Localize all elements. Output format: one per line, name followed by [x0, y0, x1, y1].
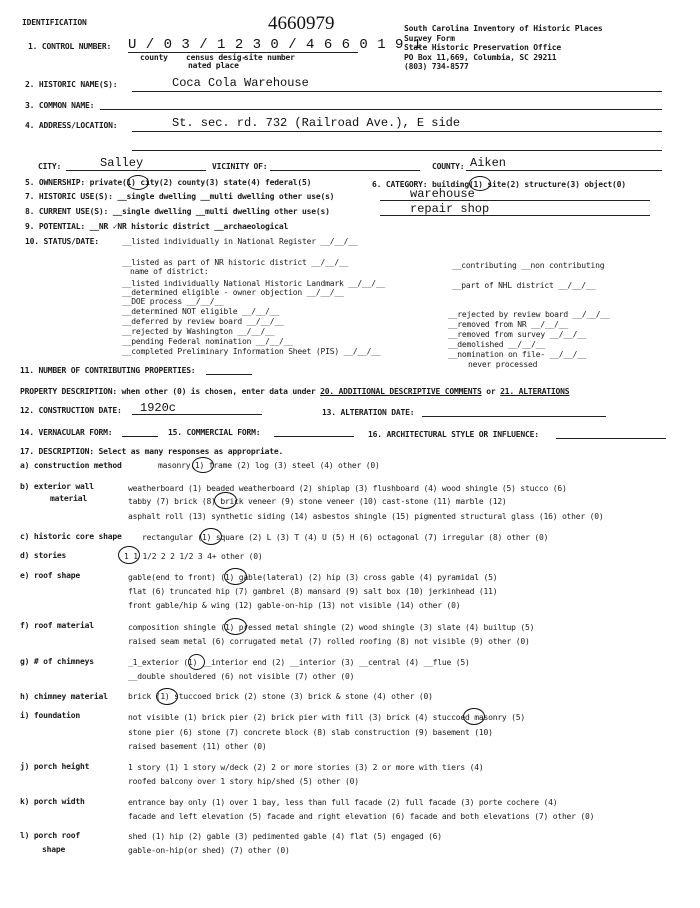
row-label: i) foundation	[20, 711, 81, 720]
current-use-options: 8. CURRENT USE(S): __single dwelling __multi dwelling other use(s)	[25, 207, 330, 216]
control-number-value: U / 0 3 / 1 2 3 0 / 4 6 6 0 1 9 1	[128, 37, 422, 53]
commercial-form-label: 15. COMMERCIAL FORM:	[168, 428, 261, 437]
selection-circle	[214, 492, 237, 509]
row-options: raised basement (11) other (0)	[128, 742, 267, 751]
status-item: __part of NHL district __/__/__	[452, 281, 596, 290]
alteration-date-label: 13. ALTERATION DATE:	[322, 408, 415, 417]
row-options: masonry(1) frame (2) log (3) steel (4) other (0)	[158, 461, 380, 470]
row-label: f) roof material	[20, 621, 94, 630]
row-label: j) porch height	[20, 762, 90, 771]
row-options: front gable/hip & wing (12) gable-on-hip (13) not visible (14) other (0)	[128, 601, 461, 610]
propdesc-alterations-ref: 21. ALTERATIONS	[500, 387, 570, 396]
address-line	[132, 131, 662, 132]
row-label: c) historic core shape	[20, 532, 122, 541]
control-sub-county: county	[140, 53, 168, 62]
alteration-date-line	[422, 416, 606, 417]
propdesc-or: or	[486, 387, 496, 396]
agency-block	[404, 24, 603, 72]
contributing-label: 11. NUMBER OF CONTRIBUTING PROPERTIES:	[20, 366, 196, 375]
row-options: asphalt roll (13) synthetic siding (14) asbestos shingle (15) pigmented structural glass (16) other (0)	[128, 512, 604, 521]
selection-circle	[224, 618, 247, 635]
selection-circle	[127, 175, 149, 190]
status-item: __rejected by Washington __/__/__	[122, 327, 275, 336]
common-name-line	[100, 109, 662, 110]
row-options: raised seam metal (6) corrugated metal (7) rolled roofing (8) not visible (9) other (0)	[128, 637, 530, 646]
control-number-label: 1. CONTROL NUMBER:	[28, 42, 112, 51]
selection-circle	[224, 568, 247, 585]
row-label-2: material	[50, 494, 87, 503]
selection-circle	[192, 457, 214, 473]
construction-date-value: 1920c	[140, 401, 177, 415]
status-item: __DOE process __/__/__	[122, 297, 224, 306]
status-item: __listed individually in National Register __/__/__	[122, 237, 358, 246]
vernacular-form-label: 14. VERNACULAR FORM:	[20, 428, 113, 437]
agency-line: (803) 734-8577	[404, 62, 469, 72]
row-options: gable-on-hip(or shed) (7) other (0)	[128, 846, 290, 855]
status-item: name of district:	[130, 267, 209, 276]
propdesc-text: PROPERTY DESCRIPTION: when other (0) is chosen, enter data under	[20, 387, 316, 396]
row-options: roofed balcony over 1 story hip/shed (5) other (0)	[128, 777, 359, 786]
row-options: shed (1) hip (2) gable (3) pedimented gable (4) flat (5) engaged (6)	[128, 832, 442, 841]
row-label: h) chimney material	[20, 692, 108, 701]
status-label: 10. STATUS/DATE:	[25, 237, 99, 246]
status-item: __demolished __/__/__	[448, 340, 545, 349]
selection-circle	[463, 708, 485, 725]
county-label: COUNTY:	[432, 162, 465, 171]
row-options: __double shouldered (6) not visible (7) other (0)	[128, 672, 355, 681]
agency-line: State Historic Preservation Office	[404, 43, 561, 53]
row-options: brick (1) stuccoed brick (2) stone (3) brick & stone (4) other (0)	[128, 692, 433, 701]
status-item: __deferred by review board __/__/__	[122, 317, 284, 326]
row-options: 1 story (1) 1 story w/deck (2) 2 or more stories (3) 2 or more with tiers (4)	[128, 763, 484, 772]
control-sub-nated: nated place	[188, 61, 239, 70]
vicinity-line	[270, 170, 420, 171]
status-item: never processed	[468, 360, 538, 369]
control-sub-site: site number	[244, 53, 295, 62]
current-use-line	[380, 215, 650, 216]
historic-name-label: 2. HISTORIC NAME(S):	[25, 80, 118, 89]
address-value: St. sec. rd. 732 (Railroad Ave.), E side	[172, 116, 461, 130]
status-item: __determined NOT eligible __/__/__	[122, 307, 279, 316]
agency-line: South Carolina Inventory of Historic Places	[404, 24, 603, 33]
row-options: rectangular (1) square (2) L (3) T (4) U (5) H (6) octagonal (7) irregular (8) other (0)	[142, 533, 549, 542]
row-options: stone pier (6) stone (7) concrete block (8) slab construction (9) basement (10)	[128, 728, 493, 737]
contributing-line	[206, 374, 252, 375]
city-value: Salley	[100, 156, 144, 170]
historic-name-value: Coca Cola Warehouse	[172, 76, 309, 90]
row-label: d) stories	[20, 551, 67, 560]
historic-use-options: 7. HISTORIC USE(S): __single dwelling __multi dwelling other use(s)	[25, 192, 335, 201]
row-options: facade and left elevation (5) facade and right elevation (6) facade and both elevations (7) other (0)	[128, 812, 595, 821]
row-label-2: shape	[42, 845, 66, 854]
status-item: __pending Federal nomination __/__/__	[122, 337, 293, 346]
common-name-label: 3. COMMON NAME:	[25, 101, 95, 110]
status-item: __listed individually National Historic Landmark __/__/__	[122, 279, 386, 288]
arch-style-label: 16. ARCHITECTURAL STYLE OR INFLUENCE:	[368, 430, 539, 439]
historic-use-value: warehouse	[410, 187, 475, 201]
construction-date-line	[132, 414, 262, 415]
row-label: k) porch width	[20, 797, 85, 806]
handwritten-site-number: 4660979	[268, 13, 335, 34]
row-options: not visible (1) brick pier (2) brick pier with fill (3) brick (4) stuccoed masonry (5)	[128, 713, 526, 722]
historic-use-line	[380, 200, 650, 201]
agency-line: PO Box 11,669, Columbia, SC 29211	[404, 52, 557, 62]
row-options: composition shingle (1) pressed metal shingle (2) wood shingle (3) slate (4) builtup (5)	[128, 623, 535, 632]
row-options: gable(end to front) (1) gable(lateral) (2) hip (3) cross gable (4) pyramidal (5)	[128, 573, 498, 582]
vernacular-form-line	[122, 436, 158, 437]
vicinity-label: VICINITY OF:	[212, 162, 268, 171]
row-label: l) porch roof	[20, 831, 81, 840]
address-line-2	[132, 150, 662, 151]
row-label: e) roof shape	[20, 571, 81, 580]
property-description	[20, 387, 569, 396]
row-options: flat (6) truncated hip (7) gambrel (8) mansard (9) salt box (10) jerkinhead (11)	[128, 587, 498, 596]
row-options: _1_exterior (1) __interior end (2) __interior (3) __central (4) __flue (5)	[128, 658, 470, 667]
status-item: __nomination on file- __/__/__	[448, 350, 587, 359]
row-options: 1 1 1/2 2 2 1/2 3 4+ other (0)	[124, 552, 263, 561]
historic-name-line	[132, 91, 662, 92]
construction-date-label: 12. CONSTRUCTION DATE:	[20, 406, 122, 415]
city-label: CITY:	[38, 162, 62, 171]
row-label: b) exterior wall	[20, 482, 94, 491]
status-item: __completed Preliminary Information Sheet (PIS) __/__/__	[122, 347, 381, 356]
control-sub-census: census desig-	[186, 53, 247, 62]
potential-options: 9. POTENTIAL: __NR ✓NR historic district __archaeological	[25, 222, 289, 231]
status-item: __determined eligible - owner objection __/__/__	[122, 288, 344, 297]
selection-circle	[188, 654, 205, 670]
status-item: __removed from NR __/__/__	[448, 320, 569, 329]
description-intro: 17. DESCRIPTION: Select as many responses as appropriate.	[20, 447, 284, 456]
city-line	[66, 170, 206, 171]
status-item: __removed from survey __/__/__	[448, 330, 587, 339]
address-label: 4. ADDRESS/LOCATION:	[25, 121, 118, 130]
row-label: g) # of chimneys	[20, 657, 94, 666]
row-options: entrance bay only (1) over 1 bay, less than full facade (2) full facade (3) porte cochere (4)	[128, 798, 558, 807]
propdesc-comments-ref: 20. ADDITIONAL DESCRIPTIVE COMMENTS	[320, 387, 482, 396]
row-options: tabby (7) brick (8) brick veneer (9) stone veneer (10) cast-stone (11) marble (12)	[128, 497, 507, 506]
category-options: 6. CATEGORY: building(1) site(2) structure(3) object(0)	[372, 180, 626, 189]
status-item: __contributing __non contributing	[452, 261, 605, 270]
county-line	[466, 170, 662, 171]
row-options: weatherboard (1) beaded weatherboard (2) shiplap (3) flushboard (4) wood shingle (5) stucco (6)	[128, 484, 567, 493]
status-item: __rejected by review board __/__/__	[448, 310, 610, 319]
commercial-form-line	[274, 436, 354, 437]
ownership-options: 5. OWNERSHIP: private(1) city(2) county(3) state(4) federal(5)	[25, 178, 312, 187]
agency-line: Survey Form	[404, 33, 455, 43]
current-use-value: repair shop	[410, 202, 490, 216]
county-value: Aiken	[470, 156, 507, 170]
row-label: a) construction method	[20, 461, 122, 470]
arch-style-line	[556, 438, 666, 439]
selection-circle	[118, 546, 140, 564]
selection-circle	[200, 528, 222, 545]
status-item: __listed as part of NR historic district __/__/__	[122, 258, 349, 267]
selection-circle	[156, 688, 178, 705]
identification-heading: IDENTIFICATION	[22, 18, 87, 27]
